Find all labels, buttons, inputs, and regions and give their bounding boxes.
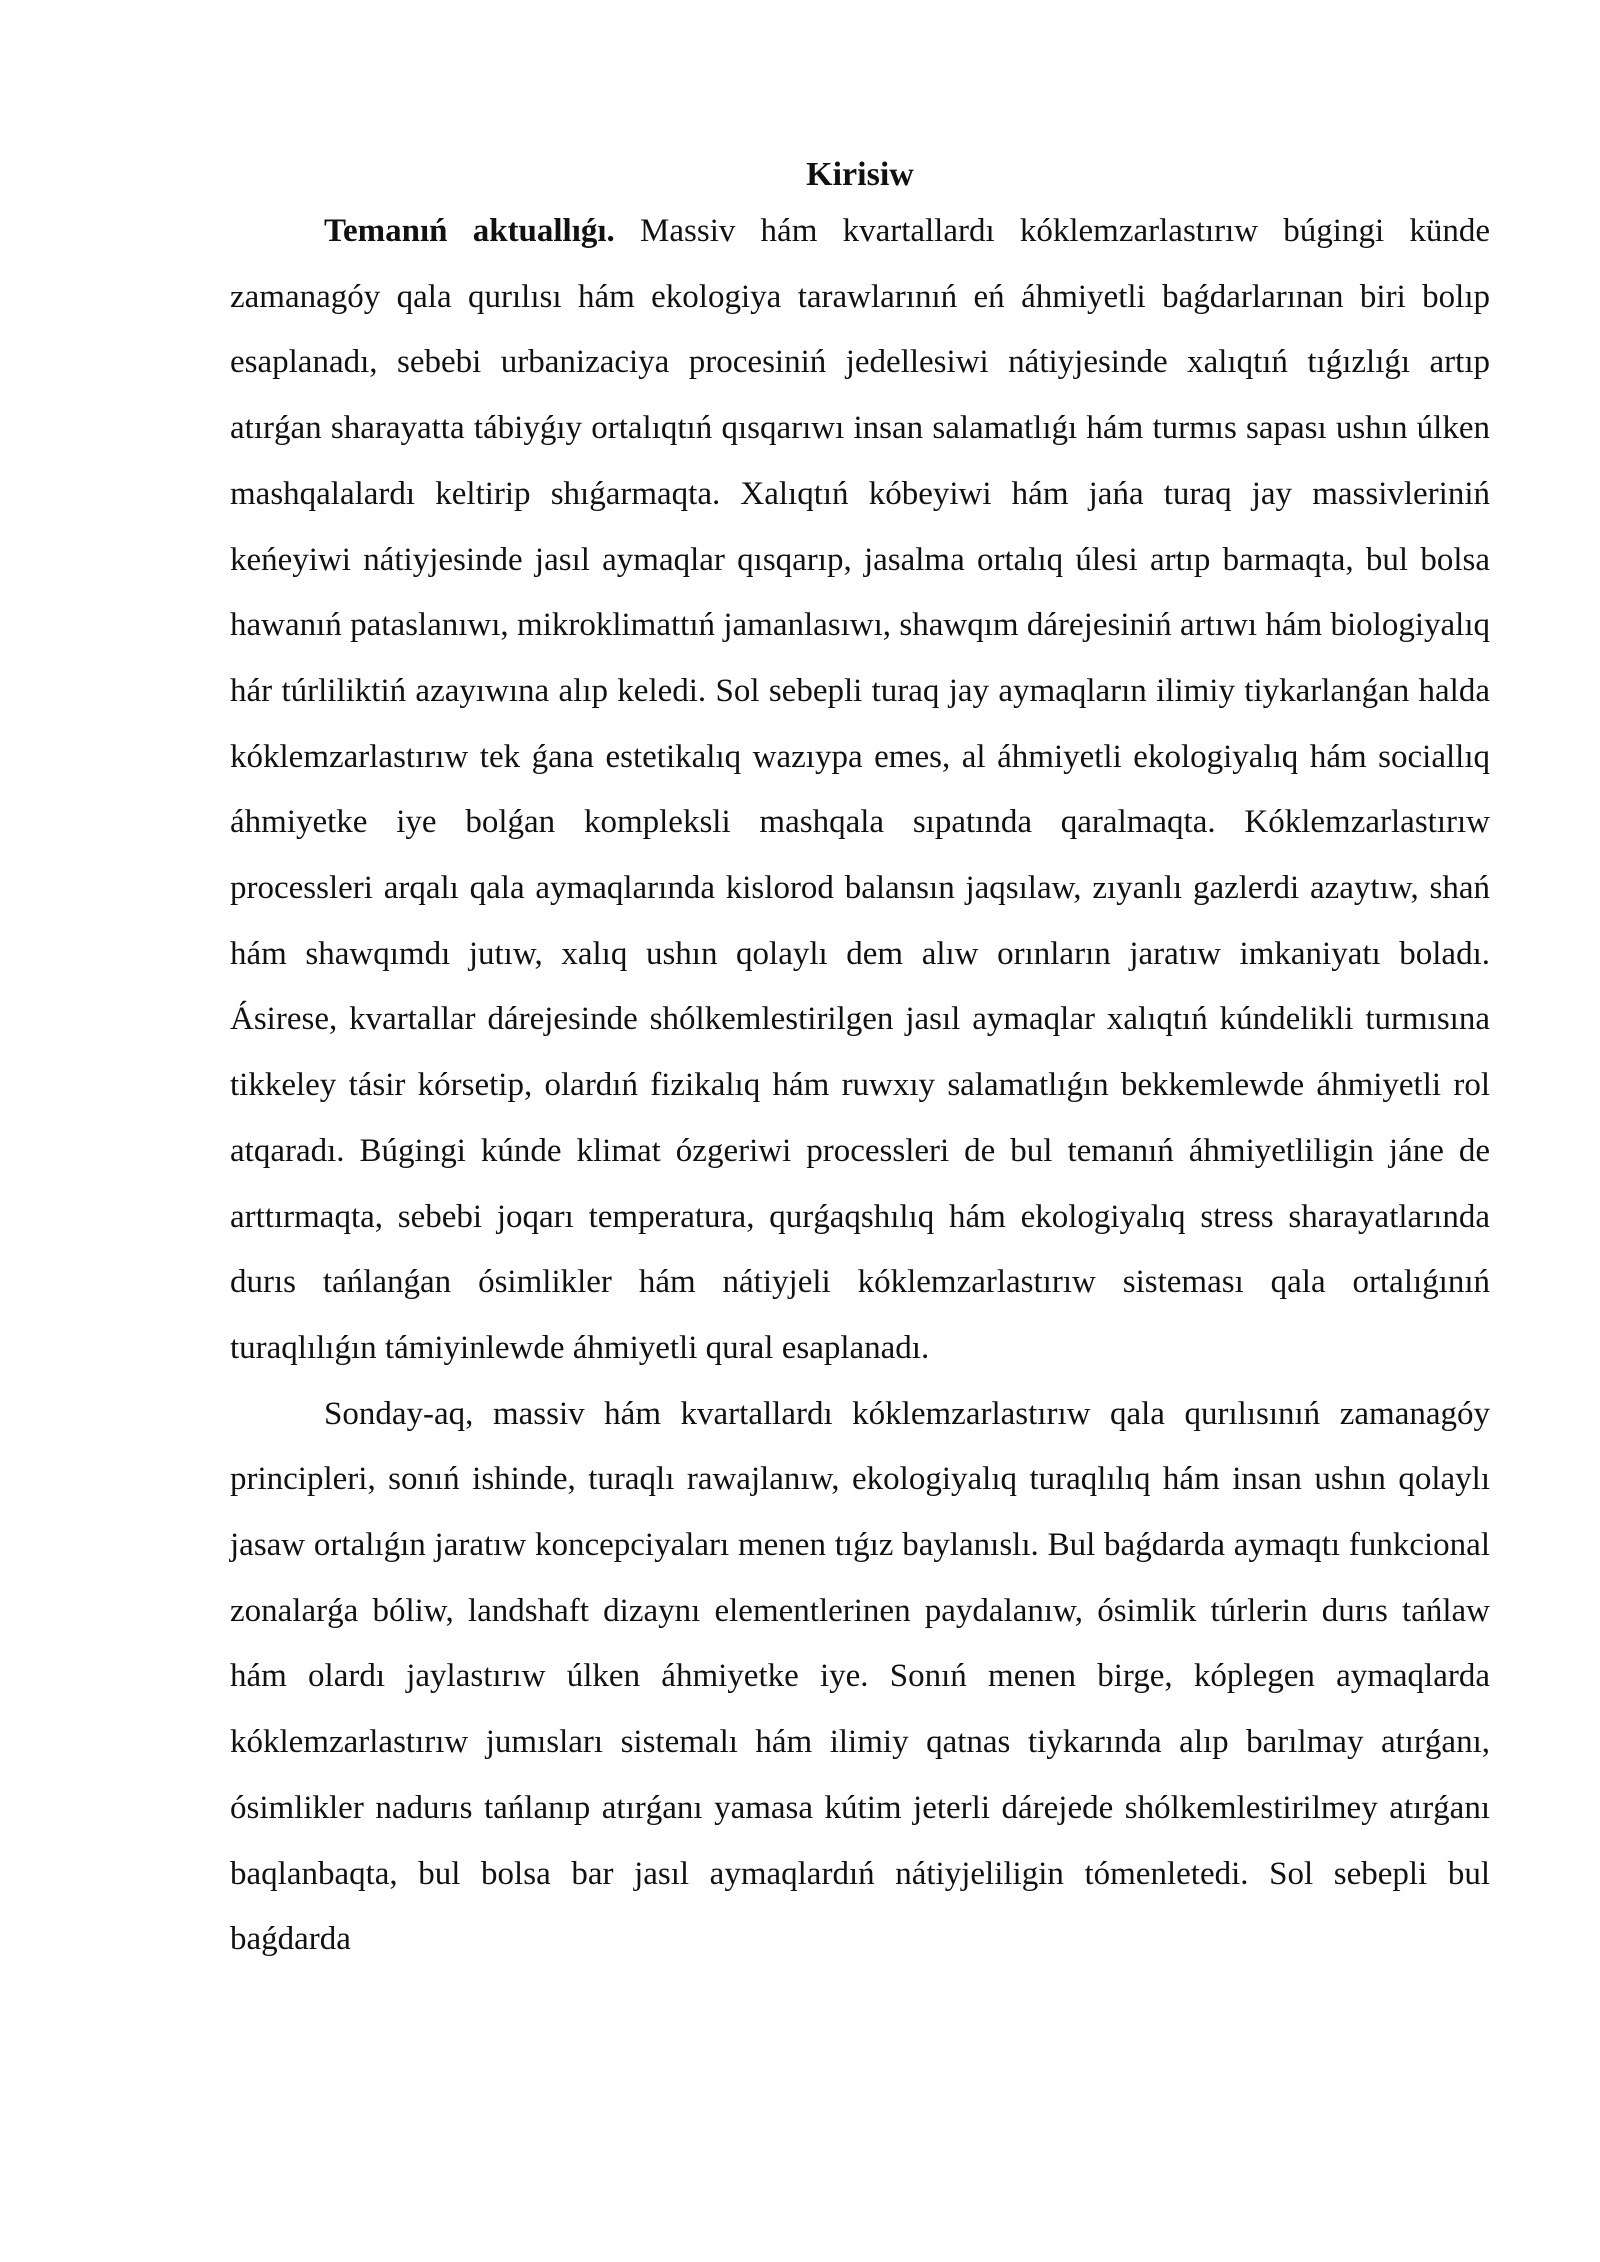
paragraph-continuation: [230, 1382, 1490, 1973]
paragraph-lead: Temanıń aktuallıǵı.: [324, 213, 615, 249]
page-title: Kirisiw: [806, 156, 914, 193]
paragraph-text: Massiv hám kvartallardı kóklemzarlastırıw búgingi künde zamanagóy qala qurılısı hám ekologiya tarawlarınıń eń áhmiyetli baǵdarlarınan biri bolıp esaplanadı, sebebi urbanizaciya procesiniń jedellesiwi nátiyjesinde xalıqtıń tıǵızlıǵı artıp atırǵan sharayatta tábiyǵıy ortalıqtıń qısqarıwı insan salamatlıǵı hám turmıs sapası ushın úlken mashqalalardı keltirip shıǵarmaqta. Xalıqtıń kóbeyiwi hám jańa turaq jay massivleriniń keńeyiwi nátiyjesinde jasıl aymaqlar qısqarıp, jasalma ortalıq úlesi artıp barmaqta, bul bolsa hawanıń pataslanıwı, mikroklimattıń jamanlasıwı, shawqım dárejesiniń artıwı hám biologiyalıq hár túrliliktiń azayıwına alıp keledi. Sol sebepli turaq jay aymaqların ilimiy tiykarlanǵan halda kóklemzarlastırıw tek ǵana estetikalıq wazıypa emes, al áhmiyetli ekologiyalıq hám sociallıq áhmiyetke iye bolǵan kompleksli mashqala sıpatında qaralmaqta. Kóklemzarlastırıw processleri arqalı qala aymaqlarında kislorod balansın jaqsılaw, zıyanlı gazlerdi azaytıw, shań hám shawqımdı jutıw, xalıq ushın qolaylı dem alıw orınların jaratıw imkaniyatı boladı. Ásirese, kvartallar dárejesinde shólkemlestirilgen jasıl aymaqlar xalıqtıń kúndelikli turmısına tikkeley tásir kórsetip, olardıń fizikalıq hám ruwxıy salamatlıǵın bekkemlewde áhmiyetli rol atqaradı. Búgingi kúnde klimat ózgeriwi processleri de bul temanıń áhmiyetliligin jáne de arttırmaqta, sebebi joqarı temperatura, qurǵaqshılıq hám ekologiyalıq stress sharayatlarında durıs tańlanǵan ósimlikler hám nátiyjeli kóklemzarlastırıw sisteması qala ortalıǵınıń turaqlılıǵın támiyinlewde áhmiyetli qural esaplanadı.: [230, 213, 1490, 1366]
paragraph-relevance: [230, 199, 1490, 1382]
paragraph-text: Sonday-aq, massiv hám kvartallardı kóklemzarlastırıw qala qurılısınıń zamanagóy principleri, sonıń ishinde, turaqlı rawajlanıw, ekologiyalıq turaqlılıq hám insan ushın qolaylı jasaw ortalıǵın jaratıw koncepciyaları menen tıǵız baylanıslı. Bul baǵdarda aymaqtı funkcional zonalarǵa bóliw, landshaft dizaynı elementlerinen paydalanıw, ósimlik túrlerin durıs tańlaw hám olardı jaylastırıw úlken áhmiyetke iye. Sonıń menen birge, kóplegen aymaqlarda kóklemzarlastırıw jumısları sistemalı hám ilimiy qatnas tiykarında alıp barılmay atırǵanı, ósimlikler nadurıs tańlanıp atırǵanı yamasa kútim jeterli dárejede shólkemlestirilmey atırǵanı baqlanbaqta, bul bolsa bar jasıl aymaqlardıń nátiyjeliligin tómenletedi. Sol sebepli bul baǵdarda: [230, 1395, 1490, 1958]
document-body: [230, 150, 1490, 1973]
